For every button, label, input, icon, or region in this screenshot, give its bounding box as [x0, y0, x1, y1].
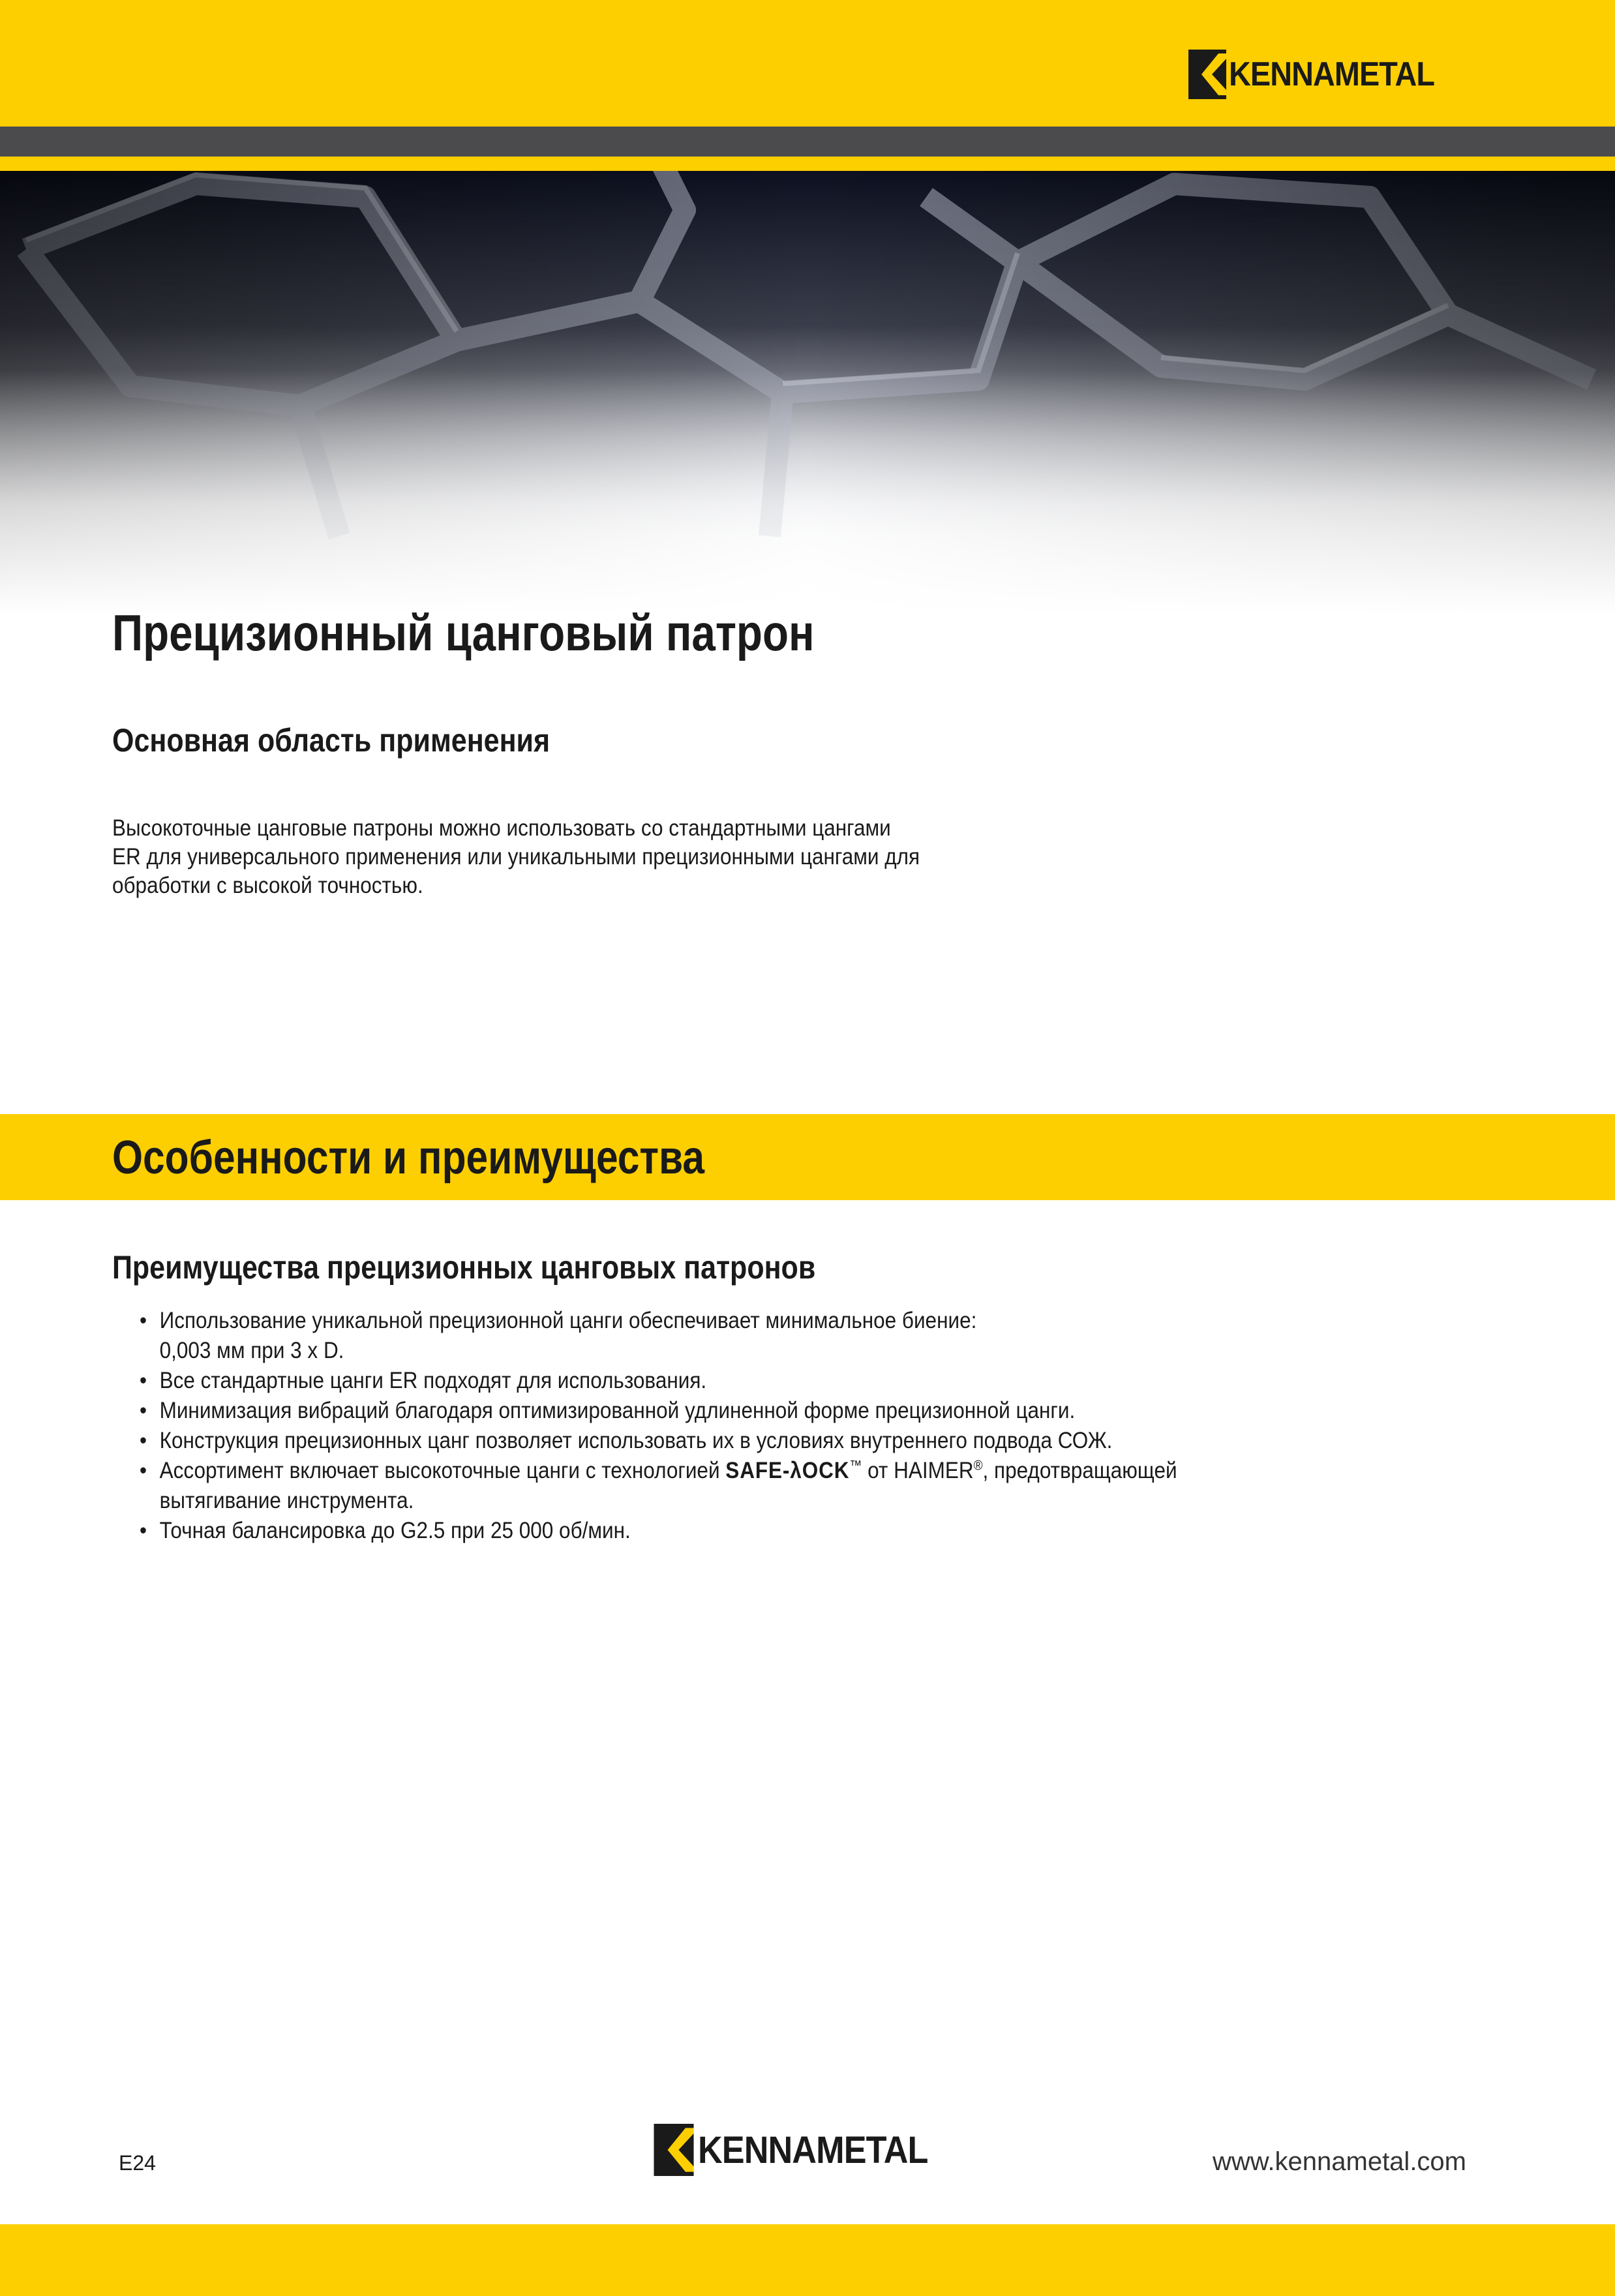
list-item-text: вытягивание инструмента. — [159, 1488, 414, 1513]
kennametal-logo-bottom — [652, 2124, 954, 2176]
safe-lock-brand: SAFE-λOCK — [725, 1458, 850, 1483]
trademark-symbol: ™ — [849, 1458, 862, 1473]
page-title: Прецизионный цанговый патрон — [112, 604, 815, 661]
header-yellow-stripe — [0, 157, 1615, 171]
kennametal-wordmark: KENNAMETAL — [1229, 55, 1435, 93]
list-item-text-part: , предотвращающей — [982, 1458, 1177, 1483]
website-link[interactable]: www.kennametal.com — [1212, 2147, 1466, 2176]
list-item-text-part: Ассортимент включает высокоточные цанги с технологией — [159, 1458, 726, 1483]
list-item-text: • Конструкция прецизионных цанг позволяет использовать их в условиях внутреннего подвода СОЖ. — [159, 1428, 1113, 1453]
list-item — [140, 1306, 1177, 1366]
list-item-text: • Точная балансировка до G2.5 при 25 000 об/мин. — [159, 1518, 631, 1543]
page-number: E24 — [119, 2151, 156, 2175]
application-heading: Основная область применения — [112, 722, 551, 759]
list-item-text: • Все стандартные цанги ER подходят для использования. — [159, 1368, 707, 1393]
application-body-line: Высокоточные цанговые патроны можно использовать со стандартными цангами — [112, 815, 891, 841]
list-item-text: • Использование уникальной прецизионной цанги обеспечивает минимальное биение: — [159, 1308, 977, 1333]
kennametal-logo-top — [1188, 50, 1457, 99]
list-item — [140, 1396, 1177, 1426]
list-item-text: • Минимизация вибраций благодаря оптимизированной удлиненной форме прецизионной цанги. — [159, 1398, 1076, 1423]
application-body-line: ER для универсального применения или уникальными прецизионными цангами для — [112, 844, 920, 869]
benefits-list — [140, 1306, 1177, 1546]
list-item-text-part: от HAIMER — [862, 1458, 974, 1483]
kennametal-k-logo-icon — [1188, 50, 1226, 99]
application-body-line: обработки с высокой точностью. — [112, 873, 423, 898]
list-item — [140, 1366, 1177, 1396]
kennametal-k-logo-icon — [652, 2124, 695, 2176]
hero-image — [0, 171, 1615, 614]
application-body — [112, 814, 920, 900]
list-item — [140, 1426, 1177, 1456]
kennametal-wordmark: KENNAMETAL — [698, 2128, 928, 2171]
list-item — [140, 1516, 1177, 1546]
list-item-text: 0,003 мм при 3 x D. — [159, 1338, 344, 1363]
benefits-heading: Преимущества прецизионных цанговых патронов — [112, 1249, 816, 1286]
features-heading: Особенности и преимущества — [112, 1132, 705, 1184]
registered-symbol: ® — [973, 1458, 983, 1473]
list-item — [140, 1456, 1177, 1516]
footer-band — [0, 2224, 1615, 2296]
header-gray-stripe — [0, 127, 1615, 157]
list-item-text — [160, 1456, 1177, 1486]
